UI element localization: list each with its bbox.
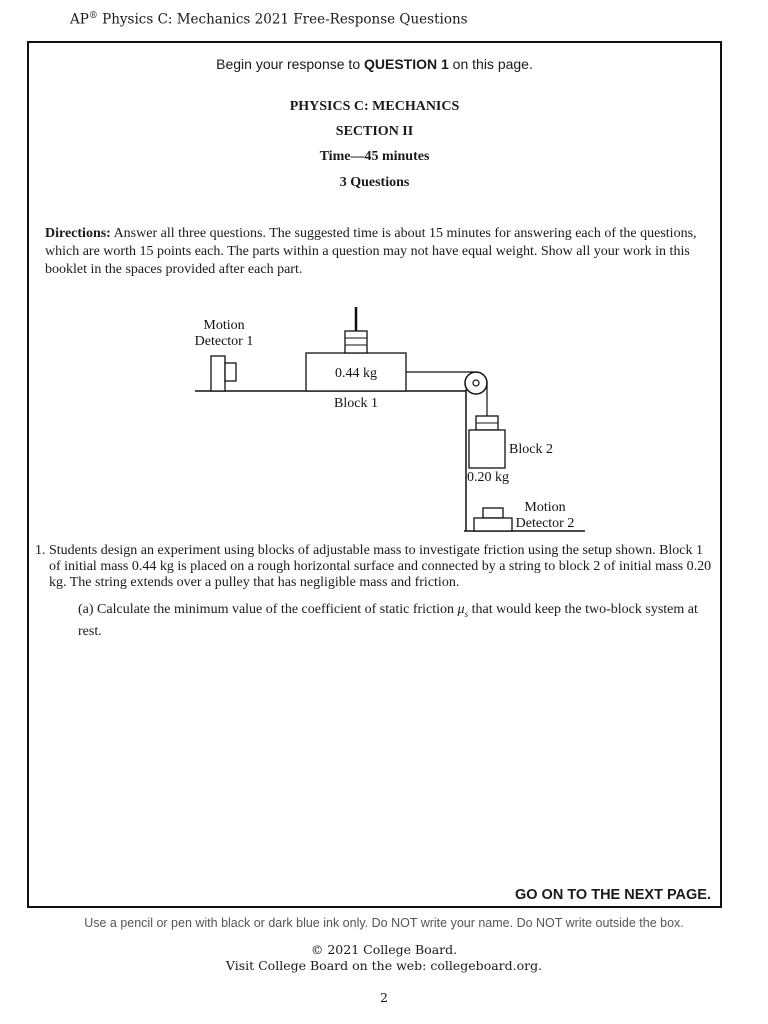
- detector-2-label-line1: Motion: [524, 500, 566, 515]
- directions-text: Answer all three questions. The suggested time is about 15 minutes for answering each of the questions, which are worth 15 points each. The parts within a question may not have equal weight. Show all your work in this booklet in the spaces provided after each part.: [45, 226, 697, 277]
- motion-detector-2: [474, 518, 512, 531]
- question-1-part-a: [78, 601, 710, 641]
- visit-line: Visit College Board on the web: collegeboard.org.: [225, 958, 543, 973]
- motion-detector-1: [211, 356, 225, 391]
- response-box: [27, 41, 722, 908]
- question-number: 1.: [35, 543, 46, 558]
- block-2-mass: 0.20 kg: [467, 470, 509, 485]
- begin-response-line: [29, 56, 720, 72]
- page-number: 2: [380, 990, 388, 1005]
- copyright-line: © 2021 College Board.: [310, 942, 458, 957]
- section-time: Time—45 minutes: [319, 149, 430, 164]
- header-title: Physics C: Mechanics 2021 Free-Response Questions: [97, 11, 468, 28]
- detector-1-label-line1: Motion: [203, 318, 245, 333]
- begin-question: QUESTION 1: [364, 56, 449, 72]
- begin-post: on this page.: [448, 56, 533, 72]
- part-a-pre: (a) Calculate the minimum value of the coefficient of static friction: [78, 602, 458, 617]
- go-on-notice: GO ON TO THE NEXT PAGE.: [514, 887, 711, 903]
- block-1-label: Block 1: [334, 396, 378, 411]
- ink-instructions: Use a pencil or pen with black or dark blue ink only. Do NOT write your name. Do NOT write outside the box.: [84, 916, 684, 930]
- detector-2-label-line2: Detector 2: [515, 516, 575, 531]
- mu-s-symbol: $\mu_s$: [457, 602, 469, 619]
- experiment-diagram: [189, 299, 589, 539]
- weight-stack: [345, 331, 367, 353]
- block-1-mass: 0.44 kg: [335, 366, 377, 381]
- block-2: [469, 430, 505, 468]
- directions: [45, 225, 706, 279]
- detector-1-label-line2: Detector 1: [194, 334, 254, 349]
- footer-copyright: [0, 942, 768, 974]
- section-question-count: 3 Questions: [339, 175, 410, 190]
- motion-detector-2-lens: [483, 508, 503, 518]
- section-number: SECTION II: [335, 124, 414, 139]
- begin-pre: Begin your response to: [216, 56, 364, 72]
- question-1: [35, 543, 712, 591]
- registered-mark: ®: [88, 11, 98, 21]
- pulley-axle: [473, 380, 479, 386]
- question-text: Students design an experiment using blocks of adjustable mass to investigate friction using the setup shown. Block 1 of initial mass 0.44 kg is placed on a rough horizontal surface and connected by a string to block 2 of initial mass 0.20 kg. The string extends over a pulley that has negligible mass and friction.: [49, 543, 712, 590]
- directions-label: Directions:: [45, 226, 111, 241]
- motion-detector-1-lens: [225, 363, 236, 381]
- block-2-label: Block 2: [509, 442, 553, 457]
- part-a-post: that would keep the two-block system at rest.: [78, 602, 698, 639]
- running-header: [70, 11, 468, 28]
- header-prefix: AP: [70, 11, 89, 28]
- section-title: PHYSICS C: MECHANICS: [289, 99, 460, 114]
